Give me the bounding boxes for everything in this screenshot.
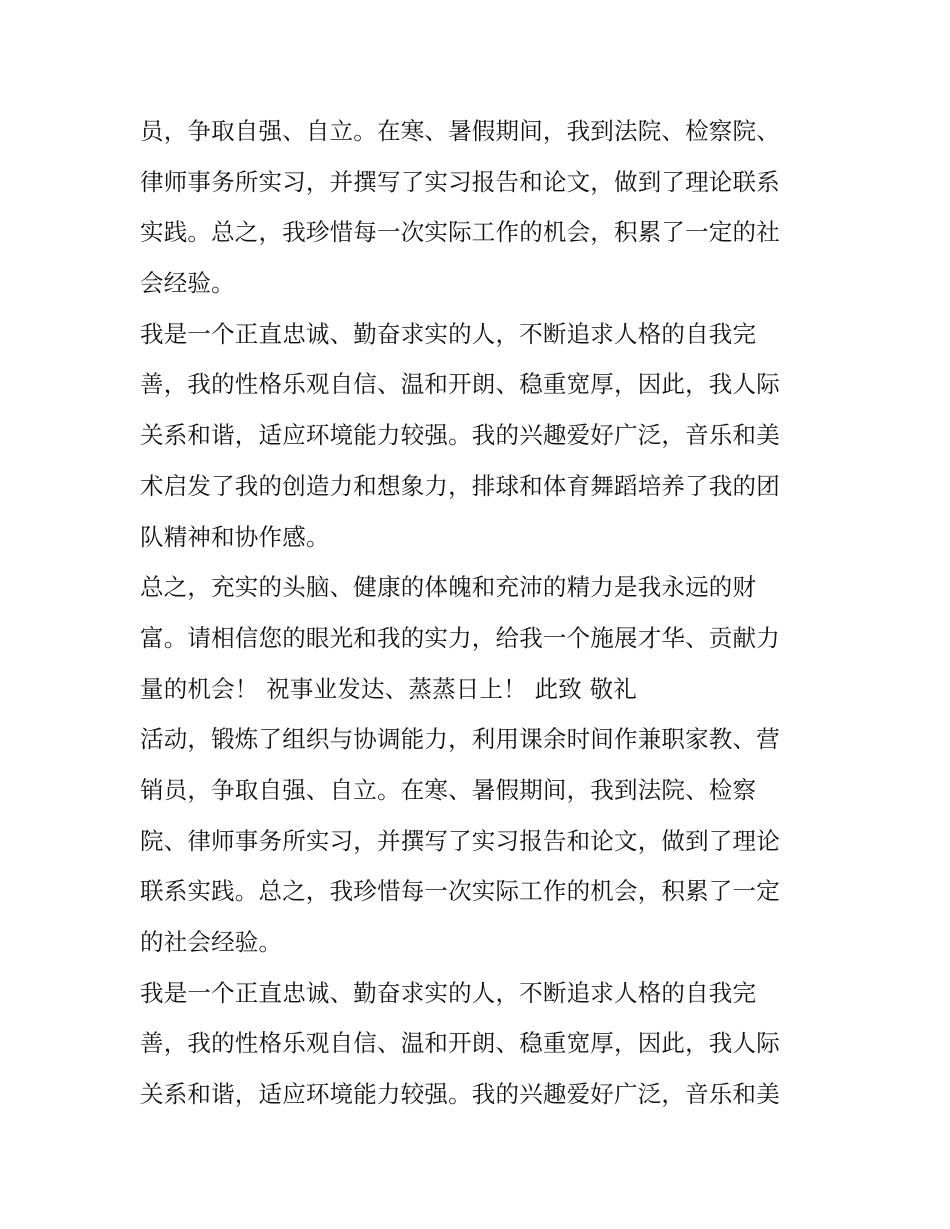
- text-line: 的社会经验。: [140, 928, 283, 956]
- text-line: 善，我的性格乐观自信、温和开朗、稳重宽厚，因此，我人际: [140, 370, 780, 399]
- text-line: 员，争取自强、自立。在寒、暑假期间，我到法院、检察院、: [140, 117, 780, 145]
- text-line: 富。请相信您的眼光和我的实力，给我一个施展才华、贡献力: [140, 623, 780, 652]
- text-line: 术启发了我的创造力和想象力，排球和体育舞蹈培养了我的团: [140, 471, 780, 500]
- document-body: [140, 106, 812, 1120]
- text-line: 关系和谐，适应环境能力较强。我的兴趣爱好广泛，音乐和美: [140, 421, 780, 450]
- text-line: 善，我的性格乐观自信、温和开朗、稳重宽厚，因此，我人际: [140, 1029, 780, 1058]
- text-line: 我是一个正直忠诚、勤奋求实的人，不断追求人格的自我完: [140, 978, 757, 1007]
- text-line: 实践。总之，我珍惜每一次实际工作的机会，积累了一定的社: [140, 218, 780, 247]
- text-line: 联系实践。总之，我珍惜每一次实际工作的机会，积累了一定: [140, 877, 780, 906]
- text-line: 关系和谐，适应环境能力较强。我的兴趣爱好广泛，音乐和美: [140, 1080, 780, 1109]
- text-line: 会经验。: [140, 269, 235, 298]
- text-line: 量的机会！ 祝事业发达、蒸蒸日上！ 此致 敬礼: [140, 674, 638, 703]
- text-line: 队精神和协作感。: [140, 522, 330, 551]
- text-line: 销员，争取自强、自立。在寒、暑假期间，我到法院、检察: [140, 775, 757, 804]
- text-line: 活动，锻炼了组织与协调能力，利用课余时间作兼职家教、营: [140, 725, 780, 754]
- text-line: 我是一个正直忠诚、勤奋求实的人，不断追求人格的自我完: [140, 319, 757, 348]
- text-line: 律师事务所实习，并撰写了实习报告和论文，做到了理论联系: [140, 167, 780, 196]
- text-line: 院、律师事务所实习，并撰写了实习报告和论文，做到了理论: [140, 826, 780, 855]
- text-line: 总之，充实的头脑、健康的体魄和充沛的精力是我永远的财: [140, 573, 757, 602]
